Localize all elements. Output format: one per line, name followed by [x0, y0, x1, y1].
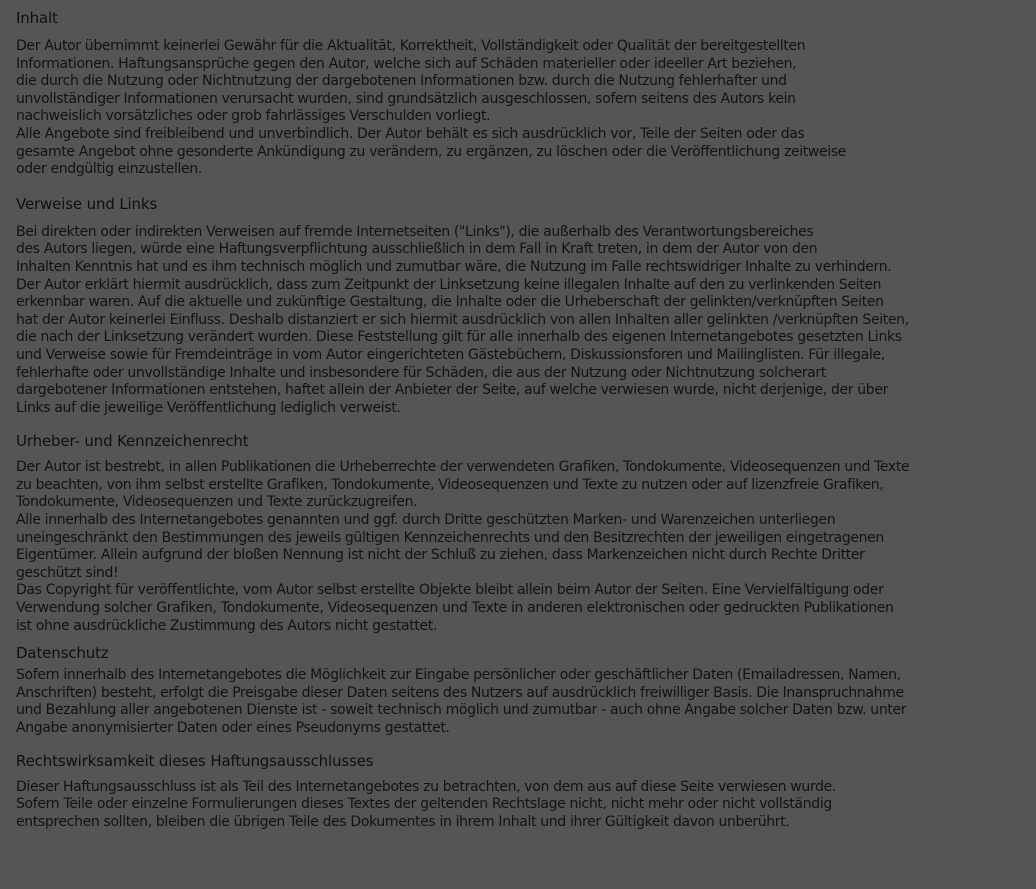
- text-line: Der Autor übernimmt keinerlei Gewähr für die Aktualität, Korrektheit, Vollständigkeit oder Qualität der bereitgestellten: [16, 38, 806, 54]
- text-line: hat der Autor keinerlei Einfluss. Deshalb distanziert er sich hiermit ausdrücklich von allen Inhalten aller gelinkten /verknüpften Seiten,: [16, 311, 909, 328]
- section-body-verweise-und-links: [16, 224, 1020, 418]
- text-line: uneingeschränkt den Bestimmungen des jeweils gültigen Kennzeichenrechts und den Besitzrechten der jeweiligen eingetragenen: [16, 529, 884, 546]
- text-line: Sofern Teile oder einzelne Formulierungen dieses Textes der geltenden Rechtslage nicht, nicht mehr oder nicht vollständig: [16, 796, 832, 813]
- section-body-inhalt: [16, 38, 1020, 179]
- section-heading-datenschutz: Datenschutz: [16, 644, 109, 663]
- text-line: und Bezahlung aller angebotenen Dienste ist - soweit technisch möglich und zumutbar - auch ohne Angabe solcher Daten bzw. unter: [16, 702, 907, 719]
- section-inhalt: [16, 8, 1020, 179]
- text-line: Informationen. Haftungsansprüche gegen den Autor, welche sich auf Schäden materieller oder ideeller Art beziehen,: [16, 55, 797, 72]
- text-line: Tondokumente, Videosequenzen und Texte zurückzugreifen.: [16, 494, 418, 511]
- text-line: zu beachten, von ihm selbst erstellte Grafiken, Tondokumente, Videosequenzen und Texte zu nutzen oder auf lizenzfreie Grafiken,: [16, 476, 884, 493]
- text-line: Bei direkten oder indirekten Verweisen auf fremde Internetseiten ("Links"), die außerhalb des Verantwortungsbereiches: [16, 223, 814, 240]
- text-line: Dieser Haftungsausschluss ist als Teil des Internetangebotes zu betrachten, von dem aus auf diese Seite verwiesen wurde.: [16, 778, 836, 795]
- section-heading-verweise-und-links: Verweise und Links: [16, 194, 158, 213]
- section-urheber-und-kennzeichenrecht: [16, 431, 1020, 635]
- text-line: die nach der Linksetzung verändert wurden. Diese Feststellung gilt für alle innerhalb des eigenen Internetangebotes gesetzten Links: [16, 329, 902, 346]
- text-line: Angabe anonymisierter Daten oder eines Pseudonyms gestattet.: [16, 720, 450, 736]
- text-line: Das Copyright für veröffentlichte, vom Autor selbst erstellte Objekte bleibt allein beim Autor der Seiten. Eine Vervielfältigung oder: [16, 582, 884, 599]
- text-line: erkennbar waren. Auf die aktuelle und zukünftige Gestaltung, die Inhalte oder die Urheberschaft der gelinkten/verknüpften Seiten: [16, 294, 884, 311]
- text-line: Inhalten Kenntnis hat und es ihm technisch möglich und zumutbar wäre, die Nutzung im Falle rechtswidriger Inhalte zu verhindern.: [16, 258, 892, 275]
- text-line: entsprechen sollten, bleiben die übrigen Teile des Dokumentes in ihrem Inhalt und ihrer Gültigkeit davon unberührt.: [16, 813, 790, 830]
- text-line: gesamte Angebot ohne gesonderte Ankündigung zu verändern, zu ergänzen, zu löschen oder die Veröffentlichung zeitweise: [16, 143, 847, 160]
- section-heading-inhalt: Inhalt: [16, 9, 58, 27]
- text-line: Links auf die jeweilige Veröffentlichung lediglich verweist.: [16, 399, 401, 416]
- text-line: unvollständiger Informationen verursacht wurden, sind grundsätzlich ausgeschlossen, sofern seitens des Autors kein: [16, 90, 796, 107]
- text-line: Alle Angebote sind freibleibend und unverbindlich. Der Autor behält es sich ausdrücklich vor, Teile der Seiten oder das: [16, 125, 805, 142]
- text-line: des Autors liegen, würde eine Haftungsverpflichtung ausschließlich in dem Fall in Kraft treten, in dem der Autor von den: [16, 241, 818, 258]
- text-line: geschützt sind!: [16, 564, 119, 581]
- text-line: ist ohne ausdrückliche Zustimmung des Autors nicht gestattet.: [16, 617, 438, 634]
- text-line: oder endgültig einzustellen.: [16, 161, 202, 178]
- section-body-rechtswirksamkeit: [16, 779, 1020, 832]
- section-datenschutz: [16, 643, 1020, 737]
- text-line: die durch die Nutzung oder Nichtnutzung der dargebotenen Informationen bzw. durch die Nutzung fehlerhafter und: [16, 73, 787, 90]
- text-line: dargebotener Informationen entstehen, haftet allein der Anbieter der Seite, auf welche verwiesen wurde, nicht derjenige, der über: [16, 382, 889, 399]
- text-line: Verwendung solcher Grafiken, Tondokumente, Videosequenzen und Texte in anderen elektronischen oder gedruckten Publikationen: [16, 600, 894, 617]
- text-line: Anschriften) besteht, erfolgt die Preisgabe dieser Daten seitens des Nutzers auf ausdrücklich freiwilliger Basis. Die Inanspruchnahme: [16, 684, 904, 701]
- text-line: fehlerhafte oder unvollständige Inhalte und insbesondere für Schäden, die aus der Nutzung oder Nichtnutzung solcherart: [16, 364, 826, 381]
- text-line: Eigentümer. Allein aufgrund der bloßen Nennung ist nicht der Schluß zu ziehen, dass Markenzeichen nicht durch Rechte Dritter: [16, 547, 865, 564]
- section-body-urheber-und-kennzeichenrecht: [16, 459, 1020, 635]
- text-line: Alle innerhalb des Internetangebotes genannten und ggf. durch Dritte geschützten Marken- und Warenzeichen unterliegen: [16, 512, 836, 529]
- text-line: Der Autor erklärt hiermit ausdrücklich, dass zum Zeitpunkt der Linksetzung keine illegalen Inhalte auf den zu verlinkenden Seiten: [16, 276, 882, 293]
- text-line: nachweislich vorsätzliches oder grob fahrlässiges Verschulden vorliegt.: [16, 108, 491, 125]
- text-line: Sofern innerhalb des Internetangebotes die Möglichkeit zur Eingabe persönlicher oder geschäftlicher Daten (Emailadressen, Namen,: [16, 667, 901, 684]
- section-rechtswirksamkeit: [16, 751, 1020, 832]
- section-heading-rechtswirksamkeit: Rechtswirksamkeit dieses Haftungsausschlusses: [16, 751, 374, 770]
- section-verweise-und-links: [16, 194, 1020, 418]
- text-line: und Verweise sowie für Fremdeinträge in vom Autor eingerichteten Gästebüchern, Diskussionsforen und Mailinglisten. Für illegale,: [16, 346, 885, 363]
- section-heading-urheber-und-kennzeichenrecht: Urheber- und Kennzeichenrecht: [16, 432, 249, 451]
- text-line: Der Autor ist bestrebt, in allen Publikationen die Urheberrechte der verwendeten Grafiken, Tondokumente, Videosequenzen und Texte: [16, 459, 910, 476]
- section-body-datenschutz: [16, 667, 1020, 737]
